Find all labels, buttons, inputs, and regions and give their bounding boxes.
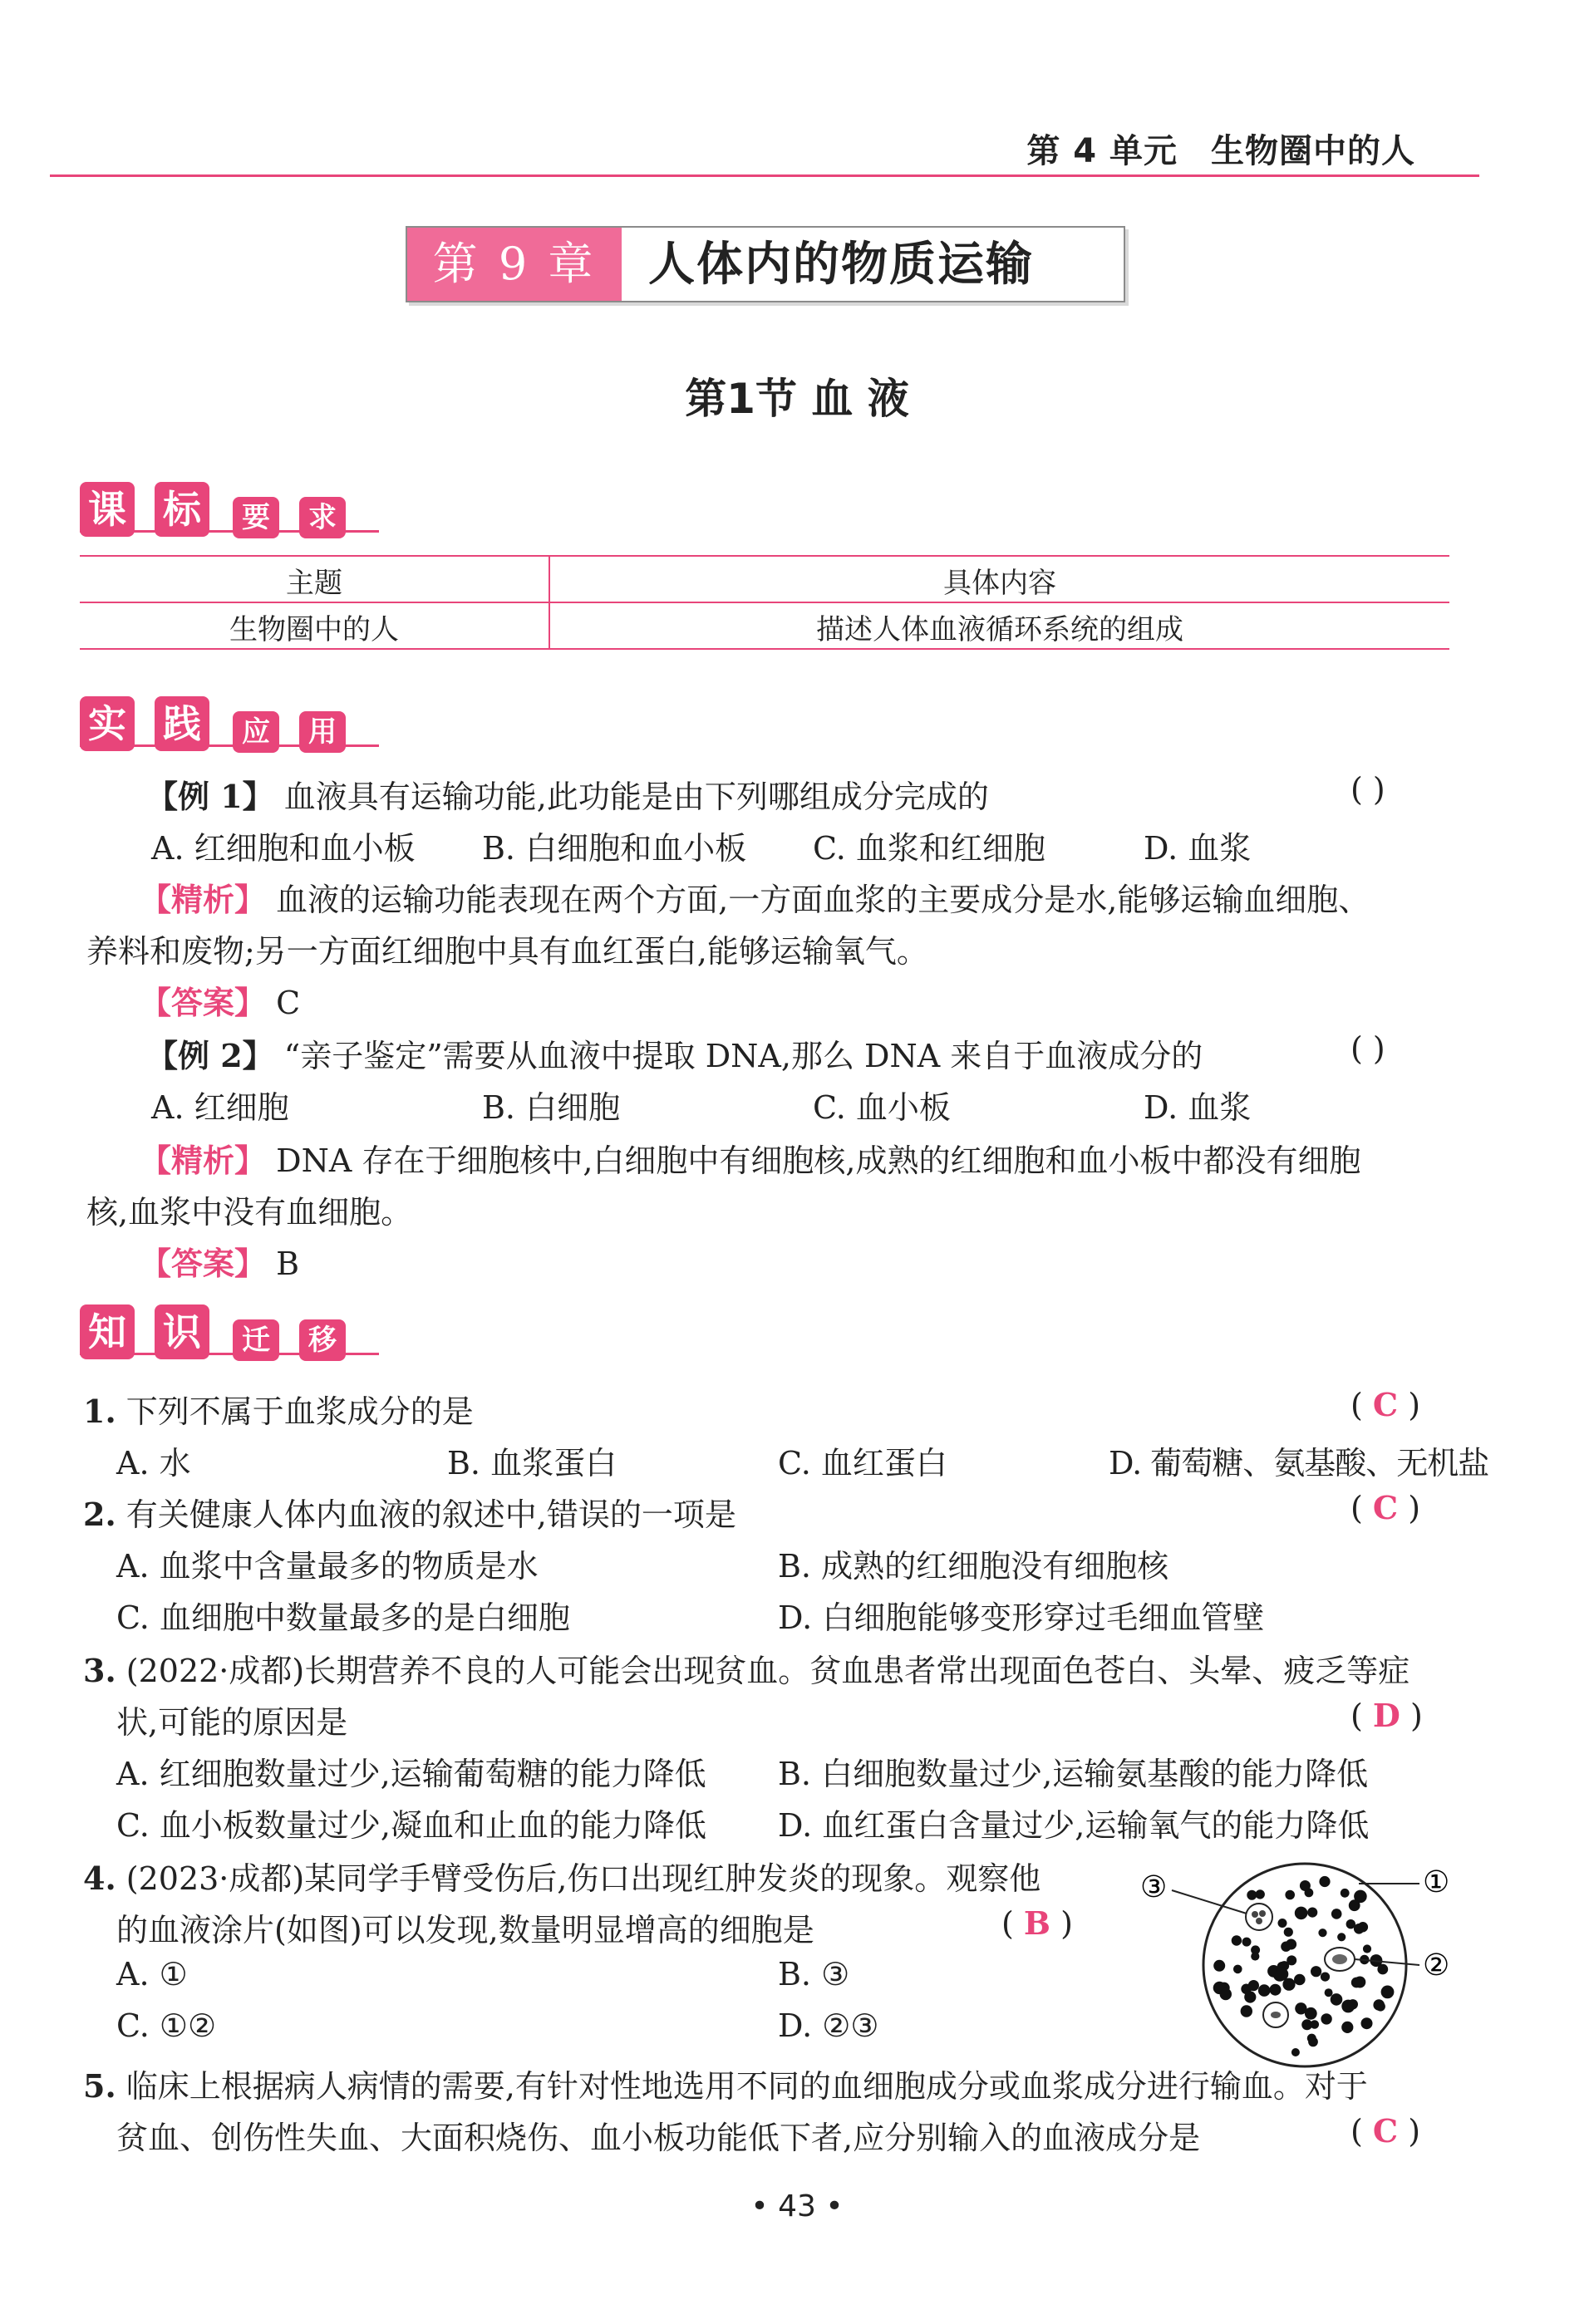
option: A. 红细胞数量过少,运输葡萄糖的能力降低: [116, 1756, 706, 1792]
option: D. 血红蛋白含量过少,运输氧气的能力降低: [778, 1807, 1370, 1844]
table-rule-bottom: [80, 648, 1449, 650]
red-blood-cell: [1233, 1965, 1242, 1974]
option: C. 血红蛋白: [778, 1445, 947, 1481]
analysis-text: 血液的运输功能表现在两个方面,一方面血浆的主要成分是水,能够运输血细胞、: [276, 882, 1370, 918]
red-blood-cell: [1285, 1890, 1295, 1900]
example-label: 【例 2】: [146, 1037, 274, 1074]
option: B. 血浆蛋白: [447, 1445, 617, 1481]
red-blood-cell: [1331, 1993, 1343, 2006]
example-2-question: [146, 1030, 1203, 1076]
white-blood-cell-oval: [1325, 1948, 1355, 1971]
tag-char: 要: [233, 497, 279, 538]
question-answer: C: [1372, 2112, 1399, 2150]
table-header-content: 具体内容: [943, 567, 1056, 600]
chapter-number: 第 9 章: [407, 228, 622, 301]
red-blood-cell: [1300, 1880, 1311, 1891]
question-text: (2022·成都)长期营养不良的人可能会出现贫血。贫血患者常出现面色苍白、头晕、疲乏等症: [125, 1653, 1410, 1689]
option: D. 葡萄糖、氨基酸、无机盐: [1109, 1445, 1489, 1481]
red-blood-cell: [1319, 1876, 1330, 1887]
red-blood-cell: [1244, 1991, 1256, 2002]
question-number: 2.: [83, 1496, 116, 1533]
option: C. 血小板数量过少,凝血和止血的能力降低: [116, 1807, 706, 1844]
question-text-continued: 状,可能的原因是: [116, 1704, 348, 1741]
red-blood-cell: [1311, 1966, 1321, 1977]
option: C. 血小板: [813, 1089, 951, 1126]
question-text: 有关健康人体内血液的叙述中,错误的一项是: [125, 1496, 736, 1533]
analysis-line: [140, 1135, 1361, 1181]
answer-paren: ( B ): [1001, 1904, 1073, 1942]
red-blood-cell: [1311, 2020, 1320, 2029]
red-blood-cell: [1232, 1935, 1242, 1945]
tag-char: 实: [80, 696, 135, 751]
question-5: [83, 2061, 1368, 2106]
table-rule-mid: [80, 602, 1449, 603]
answer-paren: ( C ): [1350, 1386, 1421, 1423]
tag-char: 应: [233, 711, 279, 753]
option: D. 血浆: [1144, 1089, 1252, 1126]
analysis-label: 【精析】: [140, 1142, 267, 1179]
red-blood-cell: [1325, 1988, 1333, 1997]
red-blood-cell: [1247, 1890, 1257, 1900]
red-blood-cell: [1291, 2048, 1300, 2056]
answer-line: [140, 977, 300, 1023]
option: A. 血浆中含量最多的物质是水: [116, 1548, 539, 1585]
example-question-text: “亲子鉴定”需要从血液中提取 DNA,那么 DNA 来自于血液成分的: [283, 1038, 1203, 1074]
red-blood-cell: [1321, 1973, 1330, 1982]
red-blood-cell: [1294, 1974, 1306, 1986]
option: B. 成熟的红细胞没有细胞核: [778, 1548, 1169, 1585]
analysis-text: DNA 存在于细胞核中,白细胞中有细胞核,成熟的红细胞和血小板中都没有细胞: [276, 1142, 1361, 1179]
option: D. ②③: [778, 2007, 879, 2044]
question-answer: C: [1372, 1489, 1399, 1526]
figure-label-1: ①: [1423, 1865, 1450, 1899]
unit-title: 生物圈中的人: [1211, 132, 1415, 170]
question-1: [83, 1386, 474, 1432]
question-answer: B: [1023, 1904, 1051, 1942]
analysis-line: 养料和废物;另一方面红细胞中具有血红蛋白,能够运输氧气。: [86, 933, 928, 970]
question-text-continued: 的血液涂片(如图)可以发现,数量明显增高的细胞是: [116, 1912, 814, 1948]
red-blood-cell: [1331, 1909, 1342, 1919]
red-blood-cell: [1270, 1984, 1282, 1996]
answer-paren: ( C ): [1350, 2112, 1421, 2150]
question-3: [83, 1645, 1410, 1691]
tag-char: 用: [299, 711, 346, 753]
red-blood-cell: [1278, 1919, 1287, 1928]
red-blood-cell: [1256, 1889, 1265, 1899]
red-blood-cell: [1348, 1999, 1358, 2009]
analysis-line: [140, 874, 1370, 920]
red-blood-cell: [1295, 1907, 1308, 1920]
question-answer: C: [1372, 1386, 1399, 1423]
red-blood-cell: [1351, 1978, 1362, 1988]
tag-char: 移: [299, 1319, 346, 1361]
red-blood-cell: [1251, 1952, 1259, 1960]
red-blood-cell: [1341, 1889, 1350, 1898]
red-blood-cell: [1349, 1899, 1360, 1911]
tag-char: 践: [155, 696, 209, 751]
question-4: [83, 1853, 1041, 1899]
red-blood-cell: [1284, 1928, 1293, 1937]
red-blood-cell: [1363, 1944, 1371, 1953]
option: C. 血细胞中数量最多的是白细胞: [116, 1599, 570, 1636]
white-blood-cell-lower: [1263, 2002, 1288, 2027]
option: A. 红细胞: [151, 1089, 289, 1126]
answer-paren: ( C ): [1350, 1489, 1421, 1526]
question-text-continued: 贫血、创伤性失血、大面积烧伤、血小板功能低下者,应分别输入的血液成分是: [116, 2120, 1201, 2156]
red-blood-cell: [1241, 2005, 1252, 2017]
chapter-title: 人体内的物质运输: [648, 237, 1034, 292]
option: C. 血浆和红细胞: [813, 830, 1045, 867]
answer-paren: ( D ): [1350, 1697, 1423, 1734]
red-blood-cell: [1305, 2007, 1317, 2020]
section-title: 第1节 血 液: [685, 375, 909, 423]
question-number: 4.: [83, 1860, 116, 1897]
white-blood-cell-cluster: [1246, 1904, 1272, 1930]
table-header-topic: 主题: [286, 567, 342, 600]
red-blood-cell: [1220, 1988, 1232, 2000]
question-number: 3.: [83, 1652, 116, 1689]
red-blood-cell: [1307, 1908, 1317, 1918]
table-cell-content: 描述人体血液循环系统的组成: [816, 613, 1183, 646]
analysis-label: 【精析】: [140, 881, 267, 918]
option: B. 白细胞和血小板: [482, 830, 747, 867]
red-blood-cell: [1276, 1968, 1289, 1981]
option: D. 血浆: [1144, 830, 1252, 867]
option: B. 白细胞数量过少,运输氨基酸的能力降低: [778, 1756, 1369, 1792]
example-1-question: [146, 771, 989, 817]
question-number: 1.: [83, 1393, 116, 1430]
answer-paren: ( ): [1350, 1030, 1385, 1067]
table-cell-topic: 生物圈中的人: [229, 613, 399, 646]
page-number: • 43 •: [750, 2189, 844, 2223]
option: A. ①: [116, 1956, 188, 1992]
answer-line: [140, 1238, 299, 1284]
blood-smear-figure: [1122, 1840, 1471, 2073]
figure-label-3: ③: [1140, 1870, 1168, 1904]
question-2: [83, 1489, 736, 1535]
red-blood-cell: [1358, 1922, 1368, 1932]
option: D. 白细胞能够变形穿过毛细血管壁: [778, 1599, 1265, 1636]
question-number: 5.: [83, 2067, 116, 2105]
red-blood-cell: [1308, 2037, 1318, 2047]
question-text: 下列不属于血浆成分的是: [125, 1393, 474, 1430]
answer-paren: ( ): [1350, 771, 1385, 808]
chapter-banner: [406, 226, 1125, 302]
table-rule-top: [80, 555, 1449, 557]
answer-label: 【答案】: [140, 984, 267, 1021]
example-label: 【例 1】: [146, 778, 274, 815]
tag-char: 标: [155, 482, 209, 537]
question-text: (2023·成都)某同学手臂受伤后,伤口出现红肿发炎的现象。观察他: [125, 1860, 1041, 1897]
red-blood-cell: [1258, 1984, 1271, 1997]
red-blood-cell: [1337, 1933, 1346, 1941]
tag-char: 迁: [233, 1319, 279, 1361]
answer-label: 【答案】: [140, 1245, 267, 1282]
option: A. 水: [116, 1445, 191, 1481]
option: A. 红细胞和血小板: [151, 830, 416, 867]
red-blood-cell: [1321, 2013, 1331, 2024]
red-blood-cell: [1281, 1942, 1291, 1952]
tag-char: 知: [80, 1304, 135, 1359]
tag-char: 求: [299, 497, 346, 538]
option: B. 白细胞: [482, 1089, 621, 1126]
red-blood-cell: [1361, 2017, 1373, 2029]
header-rule: [50, 174, 1479, 177]
figure-label-2: ②: [1423, 1948, 1450, 1983]
running-header: [1026, 125, 1415, 172]
red-blood-cell: [1376, 2002, 1385, 2011]
tag-char: 识: [155, 1304, 209, 1359]
question-text: 临床上根据病人病情的需要,有针对性地选用不同的血细胞成分或血浆成分进行输血。对于: [125, 2068, 1368, 2105]
answer-value: B: [276, 1246, 300, 1282]
answer-value: C: [276, 985, 301, 1021]
example-question-text: 血液具有运输功能,此功能是由下列哪组成分完成的: [283, 779, 989, 815]
red-blood-cell: [1242, 1938, 1252, 1947]
red-blood-cell: [1318, 1928, 1326, 1937]
question-answer: D: [1372, 1697, 1400, 1734]
red-blood-cell: [1213, 1960, 1225, 1972]
analysis-line: 核,血浆中没有血细胞。: [86, 1194, 413, 1231]
option: C. ①②: [116, 2007, 217, 2044]
red-blood-cell: [1248, 1980, 1259, 1991]
red-blood-cell: [1341, 2022, 1353, 2033]
red-blood-cell: [1381, 1986, 1395, 1999]
tag-char: 课: [80, 482, 135, 537]
option: B. ③: [778, 1956, 850, 1992]
unit-number: 第 4 单元: [1026, 132, 1178, 170]
